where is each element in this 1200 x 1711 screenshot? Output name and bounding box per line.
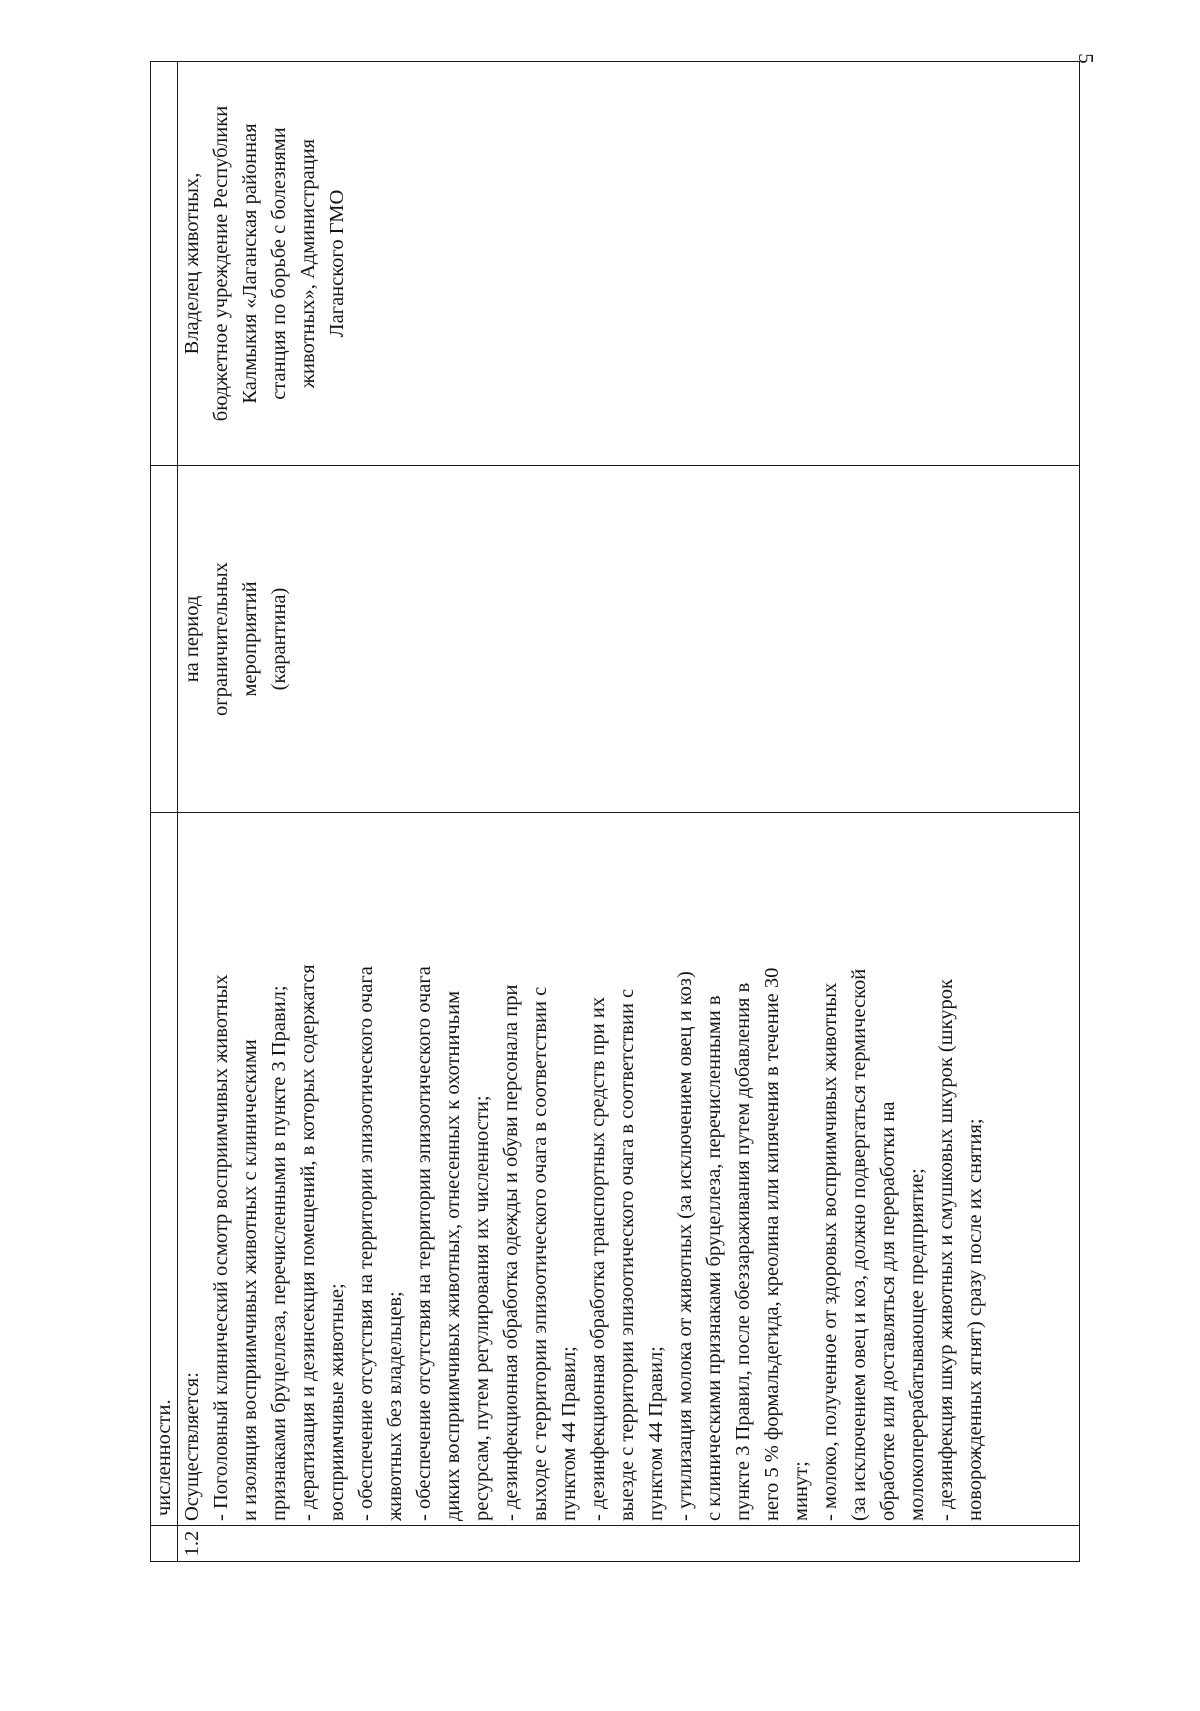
measure-line: молокоперерабатывающее предприятие; [906, 1168, 928, 1521]
measure-line: - дезинфекционная обработка одежды и обуви персонала при [500, 984, 522, 1521]
measure-line: - дезинфекционная обработка транспортных средств при их [587, 996, 609, 1521]
measure-line: ресурсам, путем регулирования их численности; [471, 1095, 493, 1521]
measure-line: признаками бруцеллеза, перечисленными в пункте 3 Правил; [268, 985, 290, 1521]
row-number: 1.2 [178, 1526, 1080, 1562]
page-number: 5 [1073, 53, 1098, 64]
measure-line: него 5 % формальдегида, креолина или кипячения в течение 30 [761, 967, 783, 1521]
measure-line: - дезинфекция шкур животных и смушковых шкурок (шкурок [935, 979, 957, 1521]
measure-line: - утилизация молока от животных (за исключением овец и коз) [674, 971, 696, 1521]
cell-period-empty [151, 466, 178, 813]
measure-line: пунктом 44 Правил; [558, 1346, 580, 1521]
measure-line: и изоляция восприимчивых животных с клиническими [239, 1039, 261, 1521]
measures-table [150, 61, 1080, 1562]
continuation-text: численности. [153, 1399, 175, 1516]
measure-line: новорожденных ягнят) сразу после их снятия; [964, 1118, 986, 1521]
period-cell [178, 466, 1080, 813]
measure-line: - Поголовный клинический осмотр восприимчивых животных [210, 974, 232, 1521]
measure-line: - дератизация и дезинсекция помещений, в которых содержатся [297, 964, 319, 1521]
measure-line: Осуществляется: [181, 1372, 203, 1521]
measure-line: обработке или доставляться для переработки на [877, 1101, 899, 1521]
measure-line: - обеспечение отсутствия на территории эпизоотического очага [413, 966, 435, 1521]
responsible-text: Владелец животных, бюджетное учреждение Республики Калмыкия «Лаганская районная станция по борьбе с болезнями животных», Администрация Лаганского ГМО [181, 105, 348, 422]
measure-line: выходе с территории эпизоотического очага в соответствии с [529, 986, 551, 1521]
table-row-1-2 [178, 62, 1080, 1562]
cell-number-empty [151, 1526, 178, 1562]
table-row-continuation [151, 62, 178, 1562]
measure-line: - молоко, полученное от здоровых восприимчивых животных [819, 982, 841, 1521]
measure-line: выезде с территории эпизоотического очага в соответствии с [616, 988, 638, 1521]
measure-line: животных без владельцев; [384, 1291, 406, 1521]
rotated-table-container [150, 62, 1080, 1562]
measure-line: восприимчивые животные; [326, 1283, 348, 1521]
measure-line: - обеспечение отсутствия на территории эпизоотического очага [355, 966, 377, 1521]
measure-line: пункте 3 Правил, после обеззараживания путем добавления в [732, 982, 754, 1521]
measure-line: с клиническими признаками бруцеллеза, перечисленными в [703, 995, 725, 1521]
measure-line: пунктом 44 Правил; [645, 1346, 667, 1521]
responsible-cell [178, 62, 1080, 466]
measures-cell [178, 813, 1080, 1526]
measure-line: минут; [790, 1461, 812, 1521]
cell-responsible-empty [151, 62, 178, 466]
cell-continuation [151, 813, 178, 1526]
measure-line: (за исключением овец и коз, должно подвергаться термической [848, 968, 870, 1521]
table-landscape-frame [150, 62, 1080, 1562]
measure-line: диких восприимчивых животных, отнесенных к охотничьим [442, 990, 464, 1521]
period-text: на период ограничительных мероприятий (карантина) [181, 562, 290, 716]
